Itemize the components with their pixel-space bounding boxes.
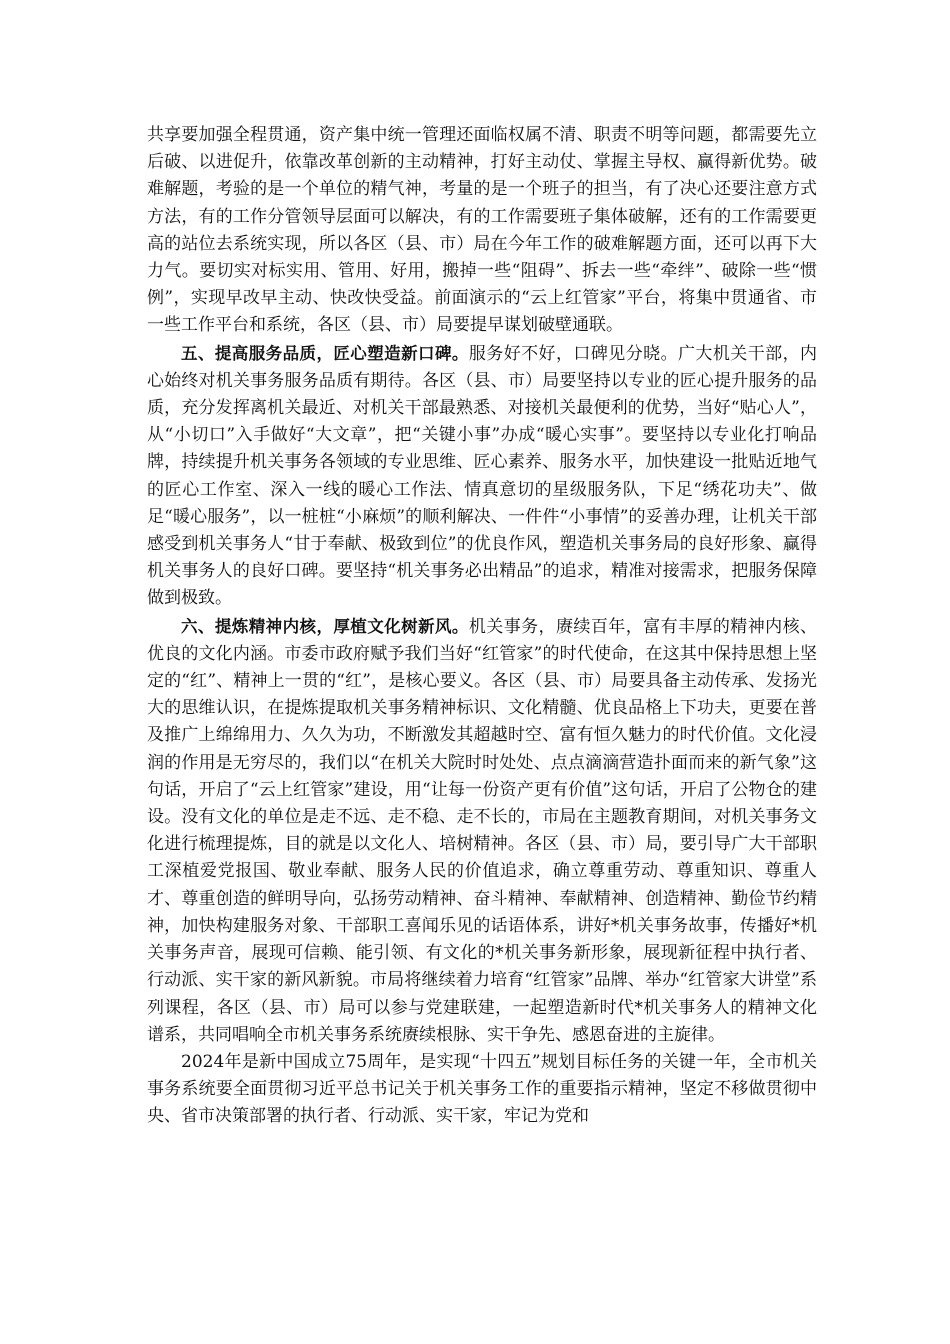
paragraph-text: 机关事务，赓续百年，富有丰厚的精神内核、优良的文化内涵。市委市政府赋予我们当好“红管家”的时代使命，在这其中保持思想上坚定的“红”、精神上一贯的“红”，是核心要义。各区（县、市）局要具备主动传承、发扬光大的思维认识，在提炼提取机关事务精神标识、文化精髓、优良品格上下功夫，更要在普及推广上绵绵用力、久久为功，不断激发其超越时空、富有恒久魅力的时代价值。文化浸润的作用是无穷尽的，我们以“在机关大院时时处处、点点滴滴营造扑面而来的新气象”这句话，开启了“云上红管家”建设，用“让每一份资产更有价值”这句话，开启了公物仓的建设。没有文化的单位是走不远、走不稳、走不长的，市局在主题教育期间，对机关事务文化进行梳理提炼，目的就是以文化人、培树精神。各区（县、市）局，要引导广大干部职工深植爱党报国、敬业奉献、服务人民的价值追求，确立尊重劳动、尊重知识、尊重人才、尊重创造的鲜明导向，弘扬劳动精神、奋斗精神、奉献精神、创造精神、勤俭节约精神，加快构建服务对象、干部职工喜闻乐见的话语体系，讲好*机关事务故事，传播好*机关事务声音，展现可信赖、能引领、有文化的*机关事务新形象，展现新征程中执行者、行动派、实干家的新风新貌。市局将继续着力培育“红管家”品牌、举办“红管家大讲堂”系列课程，各区（县、市）局可以参与党建联建，一起塑造新时代*机关事务人的精神文化谱系，共同唱响全市机关事务系统赓续根脉、实干争先、感恩奋进的主旋律。 — [147, 616, 818, 1045]
paragraph-section-five — [147, 340, 817, 613]
section-heading: 六、提炼精神内核，厚植文化树新风。 — [181, 616, 469, 636]
paragraph-text: 服务好不好，口碑见分晓。广大机关干部，内心始终对机关事务服务品质有期待。各区（县、市）局要坚持以专业的匠心提升服务的品质，充分发挥离机关最近、对机关干部最熟悉、对接机关最便利的优势，当好“贴心人”，从“小切口”入手做好“大文章”，把“关键小事”办成“暖心实事”。要坚持以专业化打响品牌，持续提升机关事务各领域的专业思维、匠心素养、服务水平，加快建设一批贴近地气的匠心工作室、深入一线的暖心工作法、情真意切的星级服务队，下足“绣花功夫”、做足“暖心服务”，以一桩桩“小麻烦”的顺利解决、一件件“小事情”的妥善办理，让机关干部感受到机关事务人“甘于奉献、极致到位”的优良作风，塑造机关事务局的良好形象、赢得机关事务人的良好口碑。要坚持“机关事务必出精品”的追求，精准对接需求，把服务保障做到极致。 — [147, 343, 818, 609]
paragraph-text: 2024年是新中国成立75周年，是实现“十四五”规划目标任务的关键一年，全市机关事务系统要全面贯彻习近平总书记关于机关事务工作的重要指示精神，坚定不移做贯彻中央、省市决策部署的执行者、行动派、实干家，牢记为党和 — [147, 1051, 817, 1127]
paragraph-section-six — [147, 613, 817, 1049]
paragraph-text: 共享要加强全程贯通，资产集中统一管理还面临权属不清、职责不明等问题，都需要先立后破、以进促升，依靠改革创新的主动精神，打好主动仗、掌握主导权、赢得新优势。破难解题，考验的是一个单位的精气神，考量的是一个班子的担当，有了决心还要注意方式方法，有的工作分管领导层面可以解决，有的工作需要班子集体破解，还有的工作需要更高的站位去系统实现，所以各区（县、市）局在今年工作的破难解题方面，还可以再下大力气。要切实对标实用、管用、好用，搬掉一些“阻碍”、拆去一些“牵绊”、破除一些“惯例”，实现早改早主动、快改快受益。前面演示的“云上红管家”平台，将集中贯通省、市一些工作平台和系统，各区（县、市）局要提早谋划破壁通联。 — [147, 125, 817, 336]
section-heading: 五、提高服务品质，匠心塑造新口碑。 — [181, 343, 469, 363]
paragraph-continuation — [147, 122, 817, 340]
paragraph-closing — [147, 1049, 817, 1131]
document-body — [147, 122, 817, 1131]
